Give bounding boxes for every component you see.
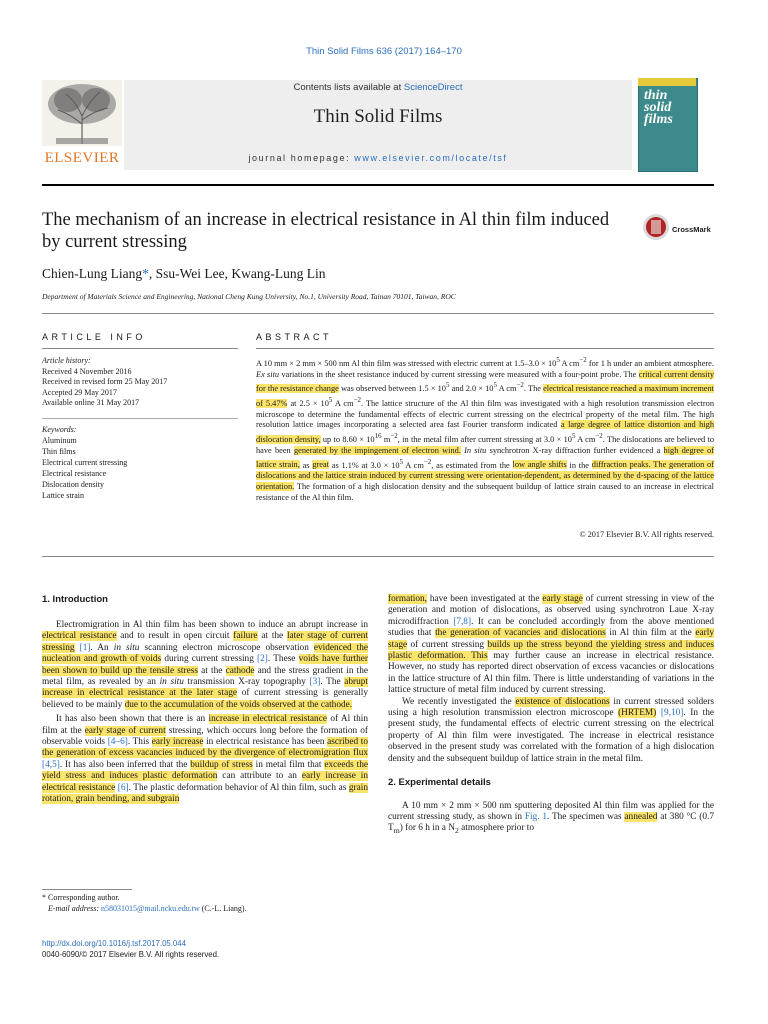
homepage-prefix: journal homepage: (248, 153, 355, 163)
article-title: The mechanism of an increase in electrical resistance in Al thin film induced by current stressing (42, 210, 610, 252)
intro-paragraph-2: It has also been shown that there is an increase in electrical resistance of Al thin film at the early stage of current stressing, which occurs long before the formation of observable voids [4–6]. This early increase in electrical resistance has been ascribed to the generation of excess vacancies induced by the divergence of electromigration flux [4,5]. It has also been inferred that the buildup of stress in metal film that exceeds the yield stress and induces plastic deformation can attribute to an early increase in electrical resistance [6]. The plastic deformation behavior of Al thin film, such as grain rotation, grain bending, and subgrain (42, 714, 369, 805)
highlight: a large degree of lattice distortion and high dislocation density, (256, 420, 714, 444)
footnote-rule (42, 889, 132, 890)
citation-link[interactable]: [6] (117, 782, 129, 793)
abstract-copyright: © 2017 Elsevier B.V. All rights reserved. (579, 530, 714, 539)
corresponding-author-mark[interactable]: * (142, 266, 149, 281)
journal-title: Thin Solid Films (313, 106, 443, 127)
header-rule (42, 184, 714, 186)
keyword: Electrical current stressing (42, 458, 128, 467)
citation-link[interactable]: [3] (309, 677, 321, 688)
body-column-right (388, 594, 714, 837)
citation-link[interactable]: [1] (79, 642, 91, 653)
section-heading-experimental: 2. Experimental details (388, 777, 491, 789)
highlight: great (312, 460, 329, 470)
sciencedirect-link[interactable]: ScienceDirect (403, 82, 463, 93)
article-info-rule (42, 348, 238, 349)
journal-homepage-line (124, 153, 632, 163)
article-info-heading: ARTICLE INFO (42, 332, 146, 342)
highlight: critical current density for the resistance change (256, 369, 714, 394)
keyword: Electrical resistance (42, 469, 107, 478)
history-item: Received 4 November 2016 (42, 366, 132, 376)
history-rule (42, 418, 238, 419)
author-names: , Ssu-Wei Lee, Kwang-Lung Lin (148, 266, 326, 281)
elsevier-wordmark: ELSEVIER (44, 150, 120, 166)
abstract-bottom-rule (42, 556, 714, 557)
article-history (42, 356, 238, 409)
body-column-left (42, 620, 368, 806)
highlight: low angle shifts (512, 460, 567, 470)
history-label: Article history: (42, 356, 91, 365)
keywords-list (42, 424, 238, 501)
email-line: E-mail address: n58031015@mail.ncku.edu.tw (C.-L. Liang). (48, 903, 247, 913)
citation-link[interactable]: [2] (257, 654, 268, 665)
citation-link[interactable]: [7,8] (453, 616, 472, 627)
intro-paragraph-1: Electromigration in Al thin film has been shown to induce an abrupt increase in electrical resistance and to result in open circuit failure at the later stage of current stressing [1]. An in situ scanning electron microscope observation evidenced the nucleation and growth of voids during current stressing [2]. These voids have further been shown to build up the tensile stress at the cathode and the stress gradient in the metal film, as revealed by an in situ transmission X-ray topography [3]. The abrupt increase in electrical resistance at the later stage of current stressing is generally believed to be mainly due to the accumulation of the voids observed at the cathode. (42, 620, 369, 710)
journal-reference-link[interactable]: Thin Solid Films 636 (2017) 164–170 (306, 46, 462, 57)
keywords-label: Keywords: (42, 425, 77, 434)
keyword: Dislocation density (42, 480, 104, 489)
corresponding-author-note: * Corresponding author. (42, 893, 120, 902)
abstract-text: A 10 mm × 2 mm × 500 nm Al thin film was stressed with electric current at $1.5-3.0 \times 10^5$ A $cm^{-2}$ for 1 h under an ambient atmosphere. Ex situ variations in the sheet resistance induced by current stressing were measured with a four-point probe. The critical current density for the resistance change was observed between $1.5 \times 10^5$ and $2.0 \times 10^5$ A $cm^{-2}$. The electrical resistance reached a maximum increment of 5.47% at $2.5 \times 10^5$ A $cm^{-2}$. The lattice structure of the Al thin film was investigated with a high resolution transmission electron microscope to determine the fundamental effects of electric current stressing on the electrical property of the metal film. The high resolution lattice images incorporating a selected area fast Fourier transform indicated a large degree of lattice distortion and high dislocation density, up to $8.60 \times 10^{16}$ $m^{-2}$, in the metal film after current stressing at $3.0 \times 10^5$ A $cm^{-2}$. The dislocations are believed to have been generated by the impingement of electron wind. In situ synchrotron X-ray diffraction further evidenced a high degree of lattice strain, as great as 1.1% at $3.0 \times 10^5$ A $cm^{-2}$, as estimated from the low angle shifts in the diffraction peaks. The generation of dislocations and the lattice strain induced by current stressing were orientation-dependent, as determined by the d-spacing of the lattice orientation. The formation of a high dislocation density and the subsequent buildup of lattice strain caused to an increase in electrical resistance of the Al thin film. (256, 356, 715, 502)
issn-line: 0040-6090/© 2017 Elsevier B.V. All rights reserved. (42, 949, 220, 959)
author-list (42, 266, 325, 282)
experimental-paragraph-1: A 10 mm × 2 mm × 500 nm sputtering deposited Al thin film was applied for the current stressing study, as shown in Fig. 1. The specimen was annealed at 380 °C (0.7 $T_m$) for 6 h in a $N_2$ atmosphere prior to (388, 800, 714, 836)
highlight: electrical resistance reached a maximum increment of 5.47% (256, 384, 715, 408)
contents-line (124, 82, 632, 93)
history-item: Available online 31 May 2017 (42, 398, 140, 407)
keyword: Thin films (42, 447, 76, 456)
highlight: generated by the impingement of electron wind. (293, 445, 461, 455)
affiliation: Department of Materials Science and Engineering, National Cheng Kung University, No.1, University Road, Tainan 70101, Taiwan, ROC (42, 292, 456, 301)
homepage-link[interactable]: www.elsevier.com/locate/tsf (354, 153, 508, 163)
highlight: high degree of lattice strain, (256, 445, 714, 470)
figure-link[interactable]: Fig. 1 (524, 811, 548, 822)
crossmark-label: CrossMark (672, 225, 711, 234)
highlight: diffraction peaks. The generation of dislocations and the lattice strain induced by current stressing were orientation-dependent, as determined by the d-spacing of the lattice orientation. (256, 460, 714, 491)
citation-link[interactable]: [4,5] (42, 759, 60, 770)
keyword: Lattice strain (42, 491, 84, 500)
intro-paragraph-2-continued: formation, have been investigated at the early stage of current stressing in view of the generation and motion of dislocations, as observed using synchrotron Laue X-ray microdiffraction [7,8]. It can be concluded accordingly from the above mentioned studies that the generation of vacancies and dislocations in Al thin film at the early stage of current stressing builds up the stress beyond the yielding stress and induces plastic deformation. This may further cause an increase in electrical resistance. However, no study has reported direct observation of excess vacancies or dislocations in the lattice structure of Al thin film. There is little understanding of variations in the lattice structure of metal film induced by current stressing. (388, 594, 715, 696)
history-item: Received in revised form 25 May 2017 (42, 377, 168, 386)
doi-link[interactable]: http://dx.doi.org/10.1016/j.tsf.2017.05.044 (42, 939, 186, 948)
email-link[interactable]: n58031015@mail.ncku.edu.tw (101, 903, 200, 913)
footnote (42, 893, 368, 914)
abstract-rule (256, 348, 714, 349)
affiliation-rule (42, 313, 714, 314)
author-name: Chien-Lung Liang (42, 266, 143, 281)
abstract-heading: ABSTRACT (256, 332, 333, 342)
history-item: Accepted 29 May 2017 (42, 387, 117, 397)
doi-block (42, 939, 219, 960)
section-heading-introduction: 1. Introduction (42, 594, 108, 605)
keyword: Aluminum (42, 436, 77, 445)
citation-link[interactable]: [9,10] (660, 708, 684, 719)
journal-cover-band (638, 78, 696, 86)
citation-link[interactable]: [4–6] (107, 737, 128, 748)
intro-paragraph-3: We recently investigated the existence of dislocations in current stressed solders using a high resolution transmission electron microscope (HRTEM) [9,10]. In the present study, the fundamental effects of electric current stressing on the electrical property of Al thin film were investigated. The increase in electrical resistance observed in the present study was correlated with the formation of a high dislocation density and the subsequent buildup of lattice strain in the metal film. (388, 696, 715, 764)
contents-prefix: Contents lists available at (293, 82, 404, 93)
journal-cover-title: thin solid films (644, 88, 673, 127)
